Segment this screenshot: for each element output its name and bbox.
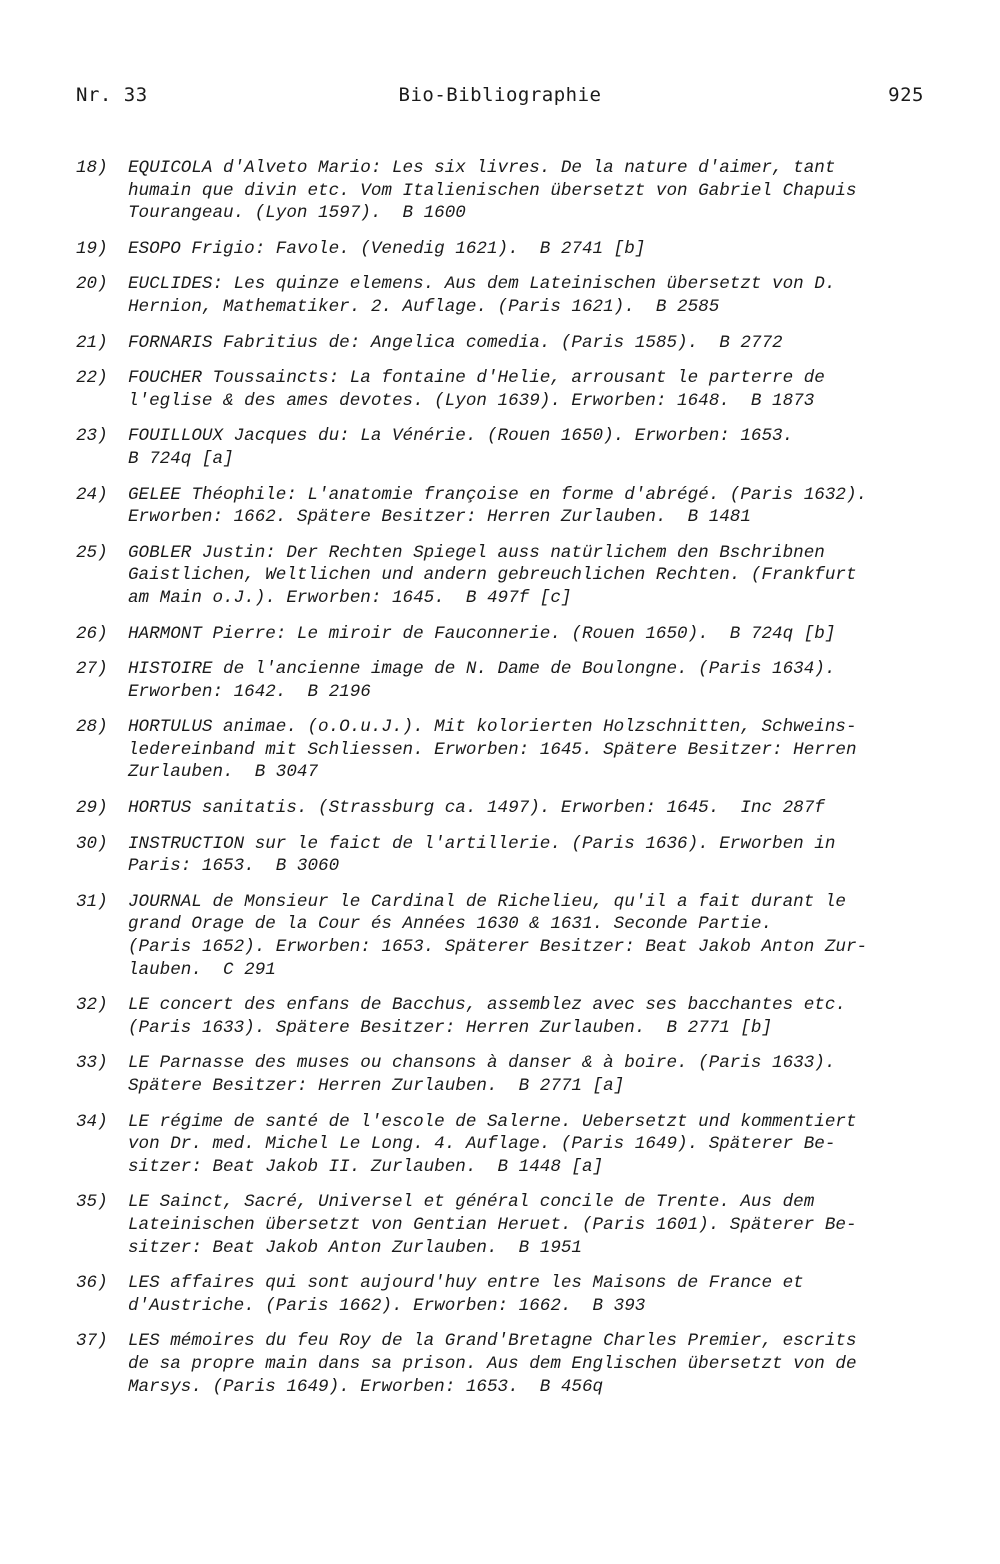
- entry-text: [128, 1052, 926, 1097]
- entry-line: ledereinband mit Schliessen. Erworben: 1645. Spätere Besitzer: Herren: [128, 739, 857, 760]
- entry-line: GELEE Théophile: L'anatomie françoise en forme d'abrégé. (Paris 1632).: [128, 484, 868, 505]
- entry-line: EQUICOLA d'Alveto Mario: Les six livres. De la nature d'aimer, tant: [128, 158, 836, 178]
- entry-line: Spätere Besitzer: Herren Zurlauben. B 2771 [a]: [128, 1076, 625, 1096]
- bibliography-entry: [76, 623, 926, 646]
- bibliography-entry: [76, 833, 926, 878]
- entry-line: HARMONT Pierre: Le miroir de Fauconnerie. (Rouen 1650). B 724q [b]: [128, 623, 836, 644]
- entry-line: GOBLER Justin: Der Rechten Spiegel auss natürlichem den Bschribnen: [128, 542, 825, 563]
- entry-number: 20): [76, 274, 108, 295]
- bibliography-entry: [76, 994, 926, 1039]
- entry-line: Paris: 1653. B 3060: [128, 856, 340, 877]
- entry-text: [128, 833, 926, 878]
- entry-line: Erworben: 1642. B 2196: [128, 681, 371, 702]
- entry-line: sitzer: Beat Jakob Anton Zurlauben. B 1951: [128, 1237, 582, 1258]
- entry-line: Marsys. (Paris 1649). Erworben: 1653. B 456q: [128, 1376, 604, 1397]
- entry-line: FORNARIS Fabritius de: Angelica comedia. (Paris 1585). B 2772: [128, 332, 783, 353]
- entry-line: HORTUS sanitatis. (Strassburg ca. 1497). Erworben: 1645. Inc 287f: [128, 798, 825, 819]
- bibliography-entry: [76, 238, 926, 261]
- entry-line: LE concert des enfans de Bacchus, assemblez avec ses bacchantes etc.: [128, 995, 846, 1016]
- entry-text: [128, 238, 926, 261]
- entry-number: 19): [76, 238, 108, 259]
- entry-text: [128, 716, 926, 784]
- entry-line: humain que divin etc. Vom Italienischen übersetzt von Gabriel Chapuis: [128, 180, 857, 201]
- entry-line: INSTRUCTION sur le faict de l'artillerie. (Paris 1636). Erworben in: [128, 833, 836, 854]
- entry-number: 30): [76, 833, 108, 854]
- entry-line: LE Parnasse des muses ou chansons à danser & à boire. (Paris 1633).: [128, 1053, 836, 1074]
- entry-number: 24): [76, 484, 108, 505]
- entry-number: 32): [76, 995, 108, 1016]
- entry-number: 25): [76, 542, 108, 563]
- entry-text: [128, 332, 926, 355]
- bibliography-entry: [76, 1191, 926, 1259]
- bibliography-entry: [76, 891, 926, 981]
- running-title: Bio-Bibliographie: [398, 84, 602, 106]
- entry-line: Tourangeau. (Lyon 1597). B 1600: [128, 203, 466, 224]
- entry-number: 27): [76, 659, 108, 680]
- entry-line: Erworben: 1662. Spätere Besitzer: Herren Zurlauben. B 1481: [128, 507, 751, 528]
- entry-line: am Main o.J.). Erworben: 1645. B 497f [c]: [128, 587, 572, 608]
- entry-line: sitzer: Beat Jakob II. Zurlauben. B 1448 [a]: [128, 1156, 604, 1177]
- entry-number: 23): [76, 426, 108, 447]
- entry-text: [128, 1272, 926, 1317]
- bibliography-entry: [76, 273, 926, 318]
- entry-line: (Paris 1633). Spätere Besitzer: Herren Zurlauben. B 2771 [b]: [128, 1017, 773, 1038]
- entry-line: l'eglise & des ames devotes. (Lyon 1639). Erworben: 1648. B 1873: [128, 390, 815, 411]
- entry-line: ESOPO Frigio: Favole. (Venedig 1621). B 2741 [b]: [128, 238, 646, 259]
- bibliography-list: [76, 157, 926, 1411]
- entry-line: de sa propre main dans sa prison. Aus dem Englischen übersetzt von de: [128, 1353, 857, 1374]
- entry-text: [128, 542, 926, 610]
- entry-text: [128, 425, 926, 470]
- bibliography-entry: [76, 367, 926, 412]
- entry-text: [128, 157, 926, 225]
- bibliography-entry: [76, 1272, 926, 1317]
- bibliography-entry: [76, 425, 926, 470]
- entry-text: [128, 1191, 926, 1259]
- entry-line: grand Orage de la Cour és Années 1630 & 1631. Seconde Partie.: [128, 914, 773, 935]
- entry-line: HISTOIRE de l'ancienne image de N. Dame de Boulongne. (Paris 1634).: [128, 659, 836, 680]
- entry-line: FOUCHER Toussaincts: La fontaine d'Helie, arrousant le parterre de: [128, 368, 825, 389]
- page-header: [76, 84, 924, 114]
- entry-number: 21): [76, 332, 108, 353]
- entry-line: (Paris 1652). Erworben: 1653. Späterer Besitzer: Beat Jakob Anton Zur-: [128, 937, 868, 958]
- bibliography-entry: [76, 332, 926, 355]
- entry-line: Lateinischen übersetzt von Gentian Heruet. (Paris 1601). Späterer Be-: [128, 1214, 857, 1235]
- entry-text: [128, 484, 926, 529]
- section-number: Nr. 33: [76, 84, 148, 106]
- entry-line: FOUILLOUX Jacques du: La Vénérie. (Rouen 1650). Erworben: 1653.: [128, 426, 794, 447]
- entry-line: von Dr. med. Michel Le Long. 4. Auflage. (Paris 1649). Späterer Be-: [128, 1134, 836, 1155]
- entry-line: LE régime de santé de l'escole de Salerne. Uebersetzt und kommentiert: [128, 1111, 857, 1132]
- entry-number: 31): [76, 891, 108, 912]
- entry-number: 18): [76, 158, 108, 178]
- entry-number: 26): [76, 623, 108, 644]
- entry-line: lauben. C 291: [128, 959, 276, 980]
- entry-text: [128, 273, 926, 318]
- entry-number: 22): [76, 368, 108, 389]
- entry-text: [128, 367, 926, 412]
- bibliography-entry: [76, 1330, 926, 1398]
- entry-number: 28): [76, 717, 108, 738]
- entry-line: HORTULUS animae. (o.O.u.J.). Mit kolorierten Holzschnitten, Schweins-: [128, 717, 857, 738]
- entry-line: EUCLIDES: Les quinze elemens. Aus dem Lateinischen übersetzt von D.: [128, 274, 836, 295]
- entry-number: 33): [76, 1053, 108, 1074]
- entry-line: LE Sainct, Sacré, Universel et général concile de Trente. Aus dem: [128, 1192, 815, 1213]
- entry-line: B 724q [a]: [128, 448, 234, 469]
- bibliography-entry: [76, 716, 926, 784]
- entry-text: [128, 1111, 926, 1179]
- bibliography-entry: [76, 542, 926, 610]
- entry-text: [128, 658, 926, 703]
- entry-number: 37): [76, 1331, 108, 1352]
- entry-text: [128, 797, 926, 820]
- entry-text: [128, 994, 926, 1039]
- bibliography-entry: [76, 658, 926, 703]
- entry-number: 36): [76, 1273, 108, 1294]
- entry-text: [128, 623, 926, 646]
- entry-number: 29): [76, 798, 108, 819]
- bibliography-entry: [76, 1111, 926, 1179]
- entry-line: LES affaires qui sont aujourd'huy entre les Maisons de France et: [128, 1273, 804, 1294]
- bibliography-entry: [76, 484, 926, 529]
- entry-number: 35): [76, 1192, 108, 1213]
- entry-line: Hernion, Mathematiker. 2. Auflage. (Paris 1621). B 2585: [128, 296, 720, 317]
- entry-line: JOURNAL de Monsieur le Cardinal de Richelieu, qu'il a fait durant le: [128, 891, 846, 912]
- entry-text: [128, 1330, 926, 1398]
- bibliography-entry: [76, 157, 926, 225]
- entry-line: Gaistlichen, Weltlichen und andern gebreuchlichen Rechten. (Frankfurt: [128, 565, 857, 586]
- entry-text: [128, 891, 926, 981]
- entry-number: 34): [76, 1111, 108, 1132]
- entry-line: LES mémoires du feu Roy de la Grand'Bretagne Charles Premier, escrits: [128, 1331, 857, 1352]
- entry-line: d'Austriche. (Paris 1662). Erworben: 1662. B 393: [128, 1295, 646, 1316]
- entry-line: Zurlauben. B 3047: [128, 762, 319, 783]
- bibliography-entry: [76, 797, 926, 820]
- page-number: 925: [888, 84, 924, 106]
- bibliography-entry: [76, 1052, 926, 1097]
